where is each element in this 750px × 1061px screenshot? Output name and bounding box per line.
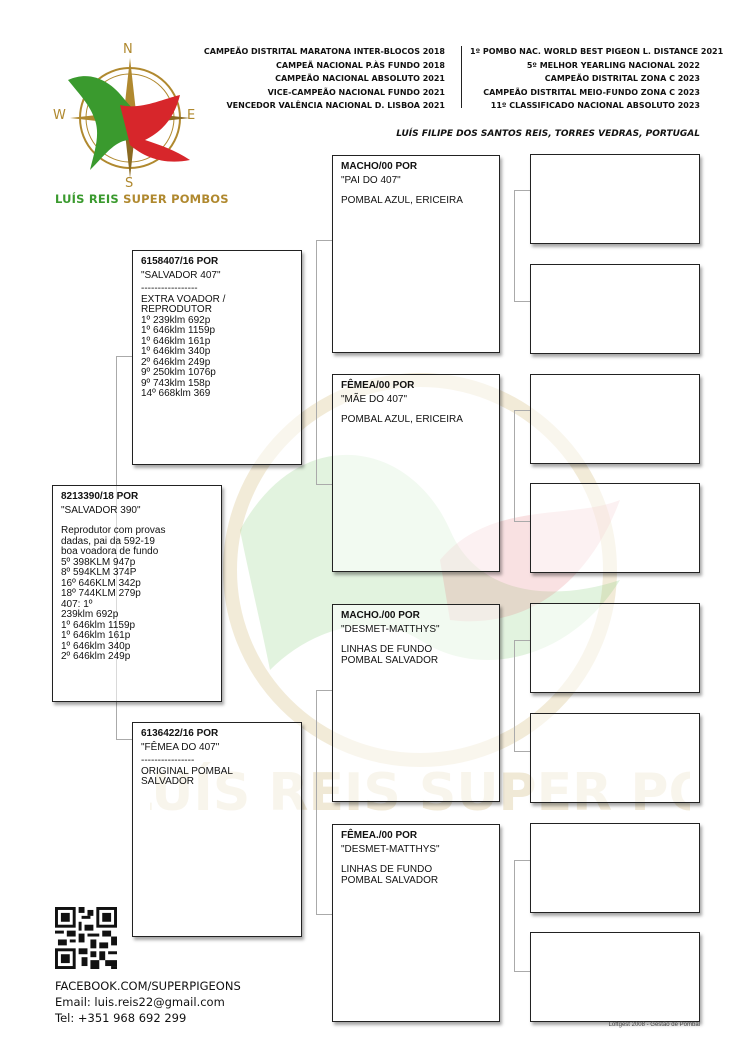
- titles-right: [470, 45, 724, 113]
- sire-sire-card: [332, 155, 500, 353]
- great-grandparent-card-1: [530, 154, 700, 244]
- pigeon-notes: ---------------- ORIGINAL POMBAL SALVADOR: [141, 755, 233, 787]
- sire-card: [132, 250, 302, 465]
- great-grandparent-card-4: [530, 483, 700, 573]
- great-grandparent-card-2: [530, 264, 700, 354]
- title-line: 5º MELHOR YEARLING NACIONAL 2022: [526, 60, 700, 70]
- pigeon-notes: LINHAS DE FUNDO POMBAL SALVADOR: [341, 864, 439, 886]
- dam-dam-card: [332, 824, 500, 1022]
- ring-number: MACHO./00 POR: [341, 610, 420, 621]
- email-link[interactable]: Email: luis.reis22@gmail.com: [55, 995, 225, 1009]
- title-line: CAMPEÃO DISTRITAL ZONA C 2023: [544, 74, 700, 83]
- brand-name-part1: LUÍS REIS: [55, 192, 124, 206]
- great-grandparent-card-3: [530, 374, 700, 464]
- title-line: 1º POMBO NAC. WORLD BEST PIGEON L. DISTANCE 2021: [470, 47, 724, 56]
- dam-sire-card: [332, 604, 500, 802]
- owner-name: LUÍS FILIPE DOS SANTOS REIS, TORRES VEDRAS, PORTUGAL: [396, 129, 700, 139]
- logo: [50, 40, 210, 210]
- great-grandparent-card-8: [530, 932, 700, 1022]
- pigeon-notes: POMBAL AZUL, ERICEIRA: [341, 195, 463, 206]
- great-grandparent-card-7: [530, 823, 700, 913]
- connector-gen4-2: [514, 410, 530, 522]
- pigeon-name: "PAI DO 407": [341, 174, 401, 186]
- connector-sire: [316, 240, 332, 485]
- sire-dam-card: [332, 374, 500, 572]
- pigeon-name: "DESMET-MATTHYS": [341, 843, 440, 855]
- connector-gen4-1: [514, 190, 530, 302]
- pigeon-name: "FÊMEA DO 407": [141, 741, 220, 753]
- title-line: VENCEDOR VALÊNCIA NACIONAL D. LISBOA 2021: [226, 101, 445, 110]
- compass-pigeon-logo: [50, 40, 210, 190]
- brand-name: [55, 192, 229, 206]
- brand-name-part2: SUPER POMBOS: [123, 192, 229, 206]
- ring-number: 6136422/16 POR: [141, 728, 219, 739]
- svg-text:LUÍS REIS SUPER POMBOS: SUPER: [418, 763, 613, 823]
- ring-number: FÊMEA/00 POR: [341, 380, 415, 391]
- subject-pigeon-card: [52, 485, 222, 702]
- pigeon-name: "SALVADOR 407": [141, 269, 221, 281]
- title-line: VICE-CAMPEÃO NACIONAL FUNDO 2021: [267, 87, 445, 97]
- connector-gen4-3: [514, 640, 530, 752]
- pigeon-notes: POMBAL AZUL, ERICEIRA: [341, 414, 463, 425]
- pigeon-notes: Reprodutor com provas dadas, pai da 592-19 boa voadora de fundo 5º 398KLM 947p 8º 594KLM 374P 16º 646KLM 342p 18º 744KLM 279p 407: 1º 239klm 692p 1º 646klm 1159p 1º 646klm 161p 1º 646klm 340p 2º 646klm 249p: [61, 525, 166, 662]
- facebook-link[interactable]: FACEBOOK.COM/SUPERPIGEONS: [55, 979, 241, 993]
- great-grandparent-card-5: [530, 603, 700, 693]
- ring-number: FÊMEA./00 POR: [341, 830, 418, 841]
- title-line: CAMPEÃ NACIONAL P.ÀS FUNDO 2018: [276, 60, 445, 70]
- great-grandparent-card-6: [530, 713, 700, 803]
- dam-card: [132, 722, 302, 937]
- title-line: CAMPEÃO DISTRITAL MEIO-FUNDO ZONA C 2023: [483, 87, 700, 97]
- pigeon-notes: LINHAS DE FUNDO POMBAL SALVADOR: [341, 644, 439, 666]
- phone-number: Tel: +351 968 692 299: [55, 1011, 187, 1025]
- compass-n-label: N: [123, 42, 133, 57]
- pigeon-notes: ----------------- EXTRA VOADOR / REPRODUTOR 1º 239klm 692p 1º 646klm 1159p 1º 646klm 161p 1º 646klm 340p 2º 646klm 249p 9º 250klm 1076p 9º 743klm 158p 14º 668klm 369: [141, 283, 226, 399]
- titles-left: [200, 45, 445, 113]
- pigeon-name: "DESMET-MATTHYS": [341, 623, 440, 635]
- connector-gen4-4: [514, 860, 530, 972]
- connector-dam: [316, 690, 332, 915]
- compass-w-label: W: [53, 108, 66, 123]
- title-line: CAMPEÃO DISTRITAL MARATONA INTER-BLOCOS 2018: [203, 47, 445, 56]
- compass-e-label: E: [187, 108, 196, 123]
- ring-number: 8213390/18 POR: [61, 491, 139, 502]
- ring-number: MACHO/00 POR: [341, 161, 418, 172]
- qr-code-icon: [55, 907, 117, 969]
- footer-credit: Loftgest 2008 - Gestão de Pombal: [608, 1022, 700, 1028]
- pigeon-name: "MÃE DO 407": [341, 393, 408, 405]
- title-line: 11º CLASSIFICADO NACIONAL ABSOLUTO 2023: [490, 101, 700, 110]
- ring-number: 6158407/16 POR: [141, 256, 219, 267]
- compass-s-label: S: [125, 176, 134, 191]
- title-line: CAMPEÃO NACIONAL ABSOLUTO 2021: [275, 74, 445, 83]
- header-divider: [461, 46, 462, 108]
- pigeon-name: "SALVADOR 390": [61, 504, 141, 516]
